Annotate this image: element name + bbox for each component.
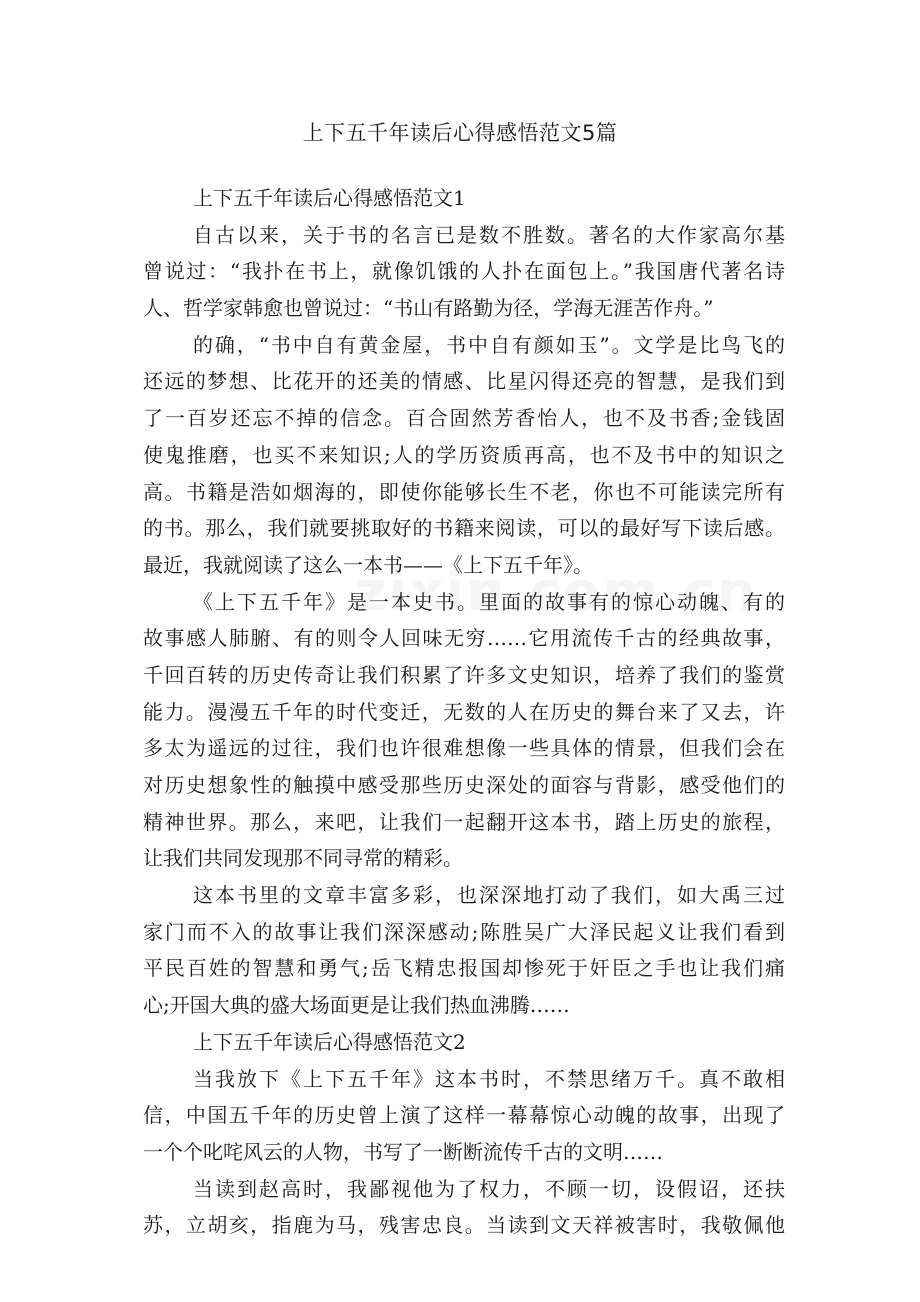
text-line: 《上下五千年》是一本史书。里面的故事有的惊心动魄、有的 [193, 589, 785, 614]
text-line: 当读到赵高时，我鄙视他为了权力，不顾一切，设假诏，还扶 [193, 1176, 785, 1201]
text-line: 多太为遥远的过往，我们也许很难想像一些具体的情景，但我们会在 [143, 736, 785, 761]
text-line: 这本书里的文章丰富多彩，也深深地打动了我们，如大禹三过 [193, 883, 785, 908]
text-line: 家门而不入的故事让我们深深感动;陈胜吴广大泽民起义让我们看到 [143, 919, 785, 944]
document-title: 上下五千年读后心得感悟范文5篇 [302, 121, 618, 145]
text-line: 最近，我就阅读了这么一本书——《上下五千年》。 [143, 552, 593, 577]
document-body [143, 180, 785, 1244]
text-line: 自古以来，关于书的名言已是数不胜数。著名的大作家高尔基 [193, 222, 785, 247]
text-line: 能力。漫漫五千年的时代变迁，无数的人在历史的舞台来了又去，许 [143, 699, 785, 724]
text-line: 还远的梦想、比花开的还美的情感、比星闪得还亮的智慧，是我们到 [143, 369, 785, 394]
text-line: 的书。那么，我们就要挑取好的书籍来阅读，可以的最好写下读后感。 [143, 516, 785, 541]
text-line: 让我们共同发现那不同寻常的精彩。 [143, 846, 463, 871]
text-line: 精神世界。那么，来吧，让我们一起翻开这本书，踏上历史的旅程， [143, 809, 785, 834]
text-line: 千回百转的历史传奇让我们积累了许多文史知识，培养了我们的鉴赏 [143, 662, 785, 687]
text-line: 人、哲学家韩愈也曾说过：“书山有路勤为径，学海无涯苦作舟。” [143, 296, 714, 321]
text-line: 上下五千年读后心得感悟范文2 [193, 1029, 466, 1054]
text-line: 高。书籍是浩如烟海的，即使你能够长生不老，你也不可能读完所有 [143, 479, 785, 504]
text-line: 当我放下《上下五千年》这本书时，不禁思绪万千。真不敢相 [193, 1066, 785, 1091]
text-line: 信，中国五千年的历史曾上演了这样一幕幕惊心动魄的故事，出现了 [143, 1103, 785, 1128]
text-line: 了一百岁还忘不掉的信念。百合固然芳香怡人，也不及书香;金钱固 [143, 406, 785, 431]
text-line: 故事感人肺腑、有的则令人回味无穷……它用流传千古的经典故事， [143, 626, 785, 651]
text-line: 平民百姓的智慧和勇气;岳飞精忠报国却惨死于奸臣之手也让我们痛 [143, 956, 785, 981]
text-line: 使鬼推磨，也买不来知识;人的学历资质再高，也不及书中的知识之 [143, 442, 785, 467]
text-line: 心;开国大典的盛大场面更是让我们热血沸腾…… [143, 993, 570, 1018]
text-line: 一个个叱咤风云的人物，书写了一断断流传千古的文明…… [143, 1139, 663, 1164]
text-line: 上下五千年读后心得感悟范文1 [193, 186, 466, 210]
text-line: 苏，立胡亥，指鹿为马，残害忠良。当读到文天祥被害时，我敬佩他 [143, 1213, 785, 1238]
text-line: 曾说过：“我扑在书上，就像饥饿的人扑在面包上。”我国唐代著名诗 [143, 259, 785, 284]
text-line: 对历史想象性的触摸中感受那些历史深处的面容与背影，感受他们的 [143, 773, 785, 797]
text-line: 的确，“书中自有黄金屋，书中自有颜如玉”。文学是比鸟飞的 [193, 332, 785, 357]
